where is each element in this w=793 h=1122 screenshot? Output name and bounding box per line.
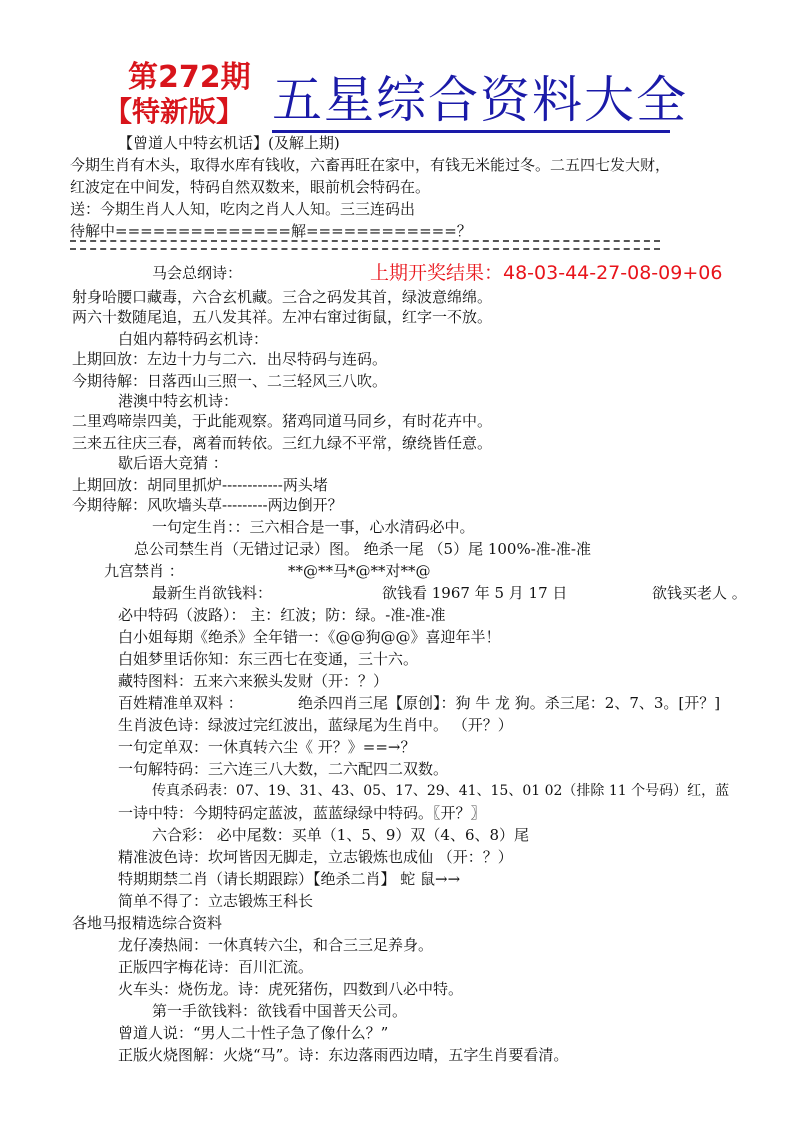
text-line: 港澳中特玄机诗：: [118, 392, 239, 410]
text-line: **@**马*@**对**@: [288, 562, 431, 580]
text-line: 六合彩： 必中尾数：买单（1、5、9）双（4、6、8）尾: [152, 826, 530, 844]
text-line: 【曾道人中特玄机话】(及解上期): [118, 134, 340, 152]
text-line: 百姓精准单双料 ：: [118, 694, 243, 712]
text-line: 一句定单双：一休真转六尘《 开？》==→？: [118, 738, 416, 756]
text-line: 一句解特码：三六连三八大数，二六配四二双数。: [118, 760, 449, 778]
text-line: 今期生肖有木头，取得水库有钱收，六畜再旺在家中，有钱无米能过冬。二五四七发大财，: [70, 156, 671, 174]
text-line: 传真杀码表：07、19、31、43、05、17、29、41、15、01 02（排除 11 个号码）红，蓝: [152, 783, 730, 799]
text-line: 藏特图料：五来六来猴头发财（开：？）: [118, 672, 389, 690]
text-line: 二里鸡啼崇四美，于此能观察。猪鸡同道马同乡，有时花卉中。: [72, 412, 493, 430]
text-line: 待解中==============解============？: [70, 222, 472, 240]
text-line: 三来五往庆三春，离着而转依。三红九绿不平常，缭绕皆任意。: [72, 434, 493, 452]
text-line: 白小姐每期《绝杀》全年错一：《@@狗@@》喜迎年半！: [118, 628, 501, 646]
text-line: 歇后语大竞猜 ：: [118, 454, 228, 472]
text-line: 最新生肖欲钱料：: [152, 584, 273, 602]
text-line: 白姐内幕特码玄机诗：: [118, 330, 269, 348]
text-line: 一诗中特：今期特码定蓝波，蓝蓝绿绿中特码。〖开？〗: [118, 804, 486, 822]
text-line: 一句定生肖：：三六相合是一事，心水清码必中。: [152, 518, 475, 536]
text-line: 各地马报精选综合资料: [72, 914, 223, 932]
text-line: 射身哈腰口藏毒，六合玄机藏。三合之码发其首，绿波意绵绵。: [72, 288, 493, 306]
text-line: 龙仔凑热闹：一休真转六尘，和合三三足养身。: [118, 936, 434, 954]
text-line: 上期回放：胡同里抓炉------------两头堵: [72, 476, 328, 494]
text-line: 生肖波色诗：绿波过完红波出，蓝绿尾为生肖中。 （开？）: [118, 716, 513, 734]
text-line: 白姐梦里话你知：东三西七在变通，三十六。: [118, 650, 419, 668]
text-line: 欲钱买老人 。: [652, 584, 747, 602]
text-line: 第一手欲钱料：欲钱看中国普天公司。: [152, 1002, 408, 1020]
text-line: 九宫禁肖 ：: [104, 562, 184, 580]
text-line: 火车头：烧伤龙。诗：虎死猪伤，四数到八必中特。: [118, 980, 464, 998]
issue-number: 第272期: [128, 60, 251, 95]
text-line: 正版四字梅花诗：百川汇流。: [118, 958, 314, 976]
text-line: 总公司禁生肖（无错过记录）图。 绝杀一尾 （5）尾 100%-准-准-准: [134, 540, 591, 558]
text-line: 送：今期生肖人人知，吃肉之肖人人知。三三连码出: [70, 200, 416, 218]
text-line: 精准波色诗：坎坷皆因无脚走，立志锻炼也成仙 （开：？）: [118, 848, 513, 866]
text-line: 红波定在中间发，特码自然双数来，眼前机会特码在。: [70, 178, 431, 196]
text-line: 必中特码（波路）： 主：红波；防：绿。-准-准-准: [118, 606, 446, 624]
text-line: 曾道人说：“男人二十性子急了像什么？”: [118, 1024, 389, 1042]
separator-line: [70, 240, 660, 250]
text-line: 绝杀四肖三尾【原创】：狗 牛 龙 狗。杀三尾：2、7、3。[开？]: [298, 694, 721, 712]
text-line: 马会总纲诗：: [152, 264, 243, 282]
draw-result: 上期开奖结果：48-03-44-27-08-09+06: [370, 262, 723, 284]
text-line: 特期期禁二肖（请长期跟踪）【绝杀二肖】 蛇 鼠→→: [118, 870, 461, 888]
text-line: 正版火烧图解：火烧“马”。诗：东边落雨西边晴，五字生肖要看清。: [118, 1046, 569, 1064]
page-title: 五星综合资料大全: [272, 70, 670, 133]
edition-label: 【特新版】: [104, 95, 245, 128]
text-line: 简单不得了：立志锻炼王科长: [118, 892, 314, 910]
text-line: 两六十数随尾追，五八发其祥。左冲右窜过街鼠，红字一不放。: [72, 308, 493, 326]
text-line: 今期待解：风吹墙头草---------两边倒开？: [72, 496, 343, 514]
text-line: 上期回放：左边十力与二六．出尽特码与连码。: [72, 350, 388, 368]
text-line: 今期待解：日落西山三照一、二三轻风三八吹。: [72, 372, 388, 390]
text-line: 欲钱看 1967 年 5 月 17 日: [382, 584, 568, 602]
